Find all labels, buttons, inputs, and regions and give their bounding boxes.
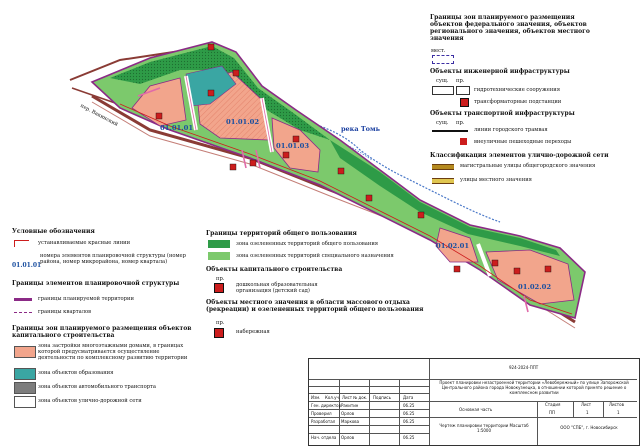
local-streets-label: улицы местного значения bbox=[460, 177, 532, 183]
stamp-row-0-name: Ракитин bbox=[341, 403, 359, 408]
eng-heading: Объекты инженерной инфраструктуры bbox=[430, 68, 570, 75]
stamp-part: Основная часть bbox=[459, 407, 493, 412]
legend-mid-heading: Границы территорий общего пользования bbox=[206, 230, 357, 237]
stamp-code: 924-2024-ППТ bbox=[509, 365, 539, 370]
block-label-4: 01.02.01 bbox=[436, 242, 470, 250]
block-label-2: 01.01.02 bbox=[226, 118, 260, 126]
kindergarten-icon bbox=[214, 283, 224, 293]
zone-education-swatch bbox=[14, 368, 36, 380]
mest-label: мест. bbox=[431, 48, 446, 54]
sush-label-2: сущ. bbox=[436, 120, 449, 126]
stamp-row-0-role: Ген. директор bbox=[311, 403, 342, 408]
pr-label-1: пр. bbox=[456, 78, 465, 84]
river-label: река Томь bbox=[341, 125, 381, 133]
crossings-label: внеуличные пешеходные переходы bbox=[474, 139, 572, 145]
transformer-icon bbox=[460, 98, 469, 107]
stamp-row-0-date: 06.25 bbox=[403, 403, 415, 408]
tram-label: линии городского трамвая bbox=[474, 127, 548, 133]
quarter-border-swatch bbox=[14, 312, 32, 313]
stamp-stage: ПП bbox=[549, 410, 556, 415]
stamp-row-4-name: Орлов bbox=[341, 435, 355, 440]
hydro-pr-icon bbox=[456, 86, 470, 95]
stamp-header-5: Дата bbox=[403, 395, 414, 400]
green-special-label: зона озелененных территорий специального назначения bbox=[236, 253, 394, 259]
kindergarten-label: дошкольная образовательная организация (детский сад) bbox=[236, 282, 318, 294]
territory-border-label: границы планируемой территории bbox=[38, 296, 134, 302]
stamp-sheets: 1 bbox=[617, 410, 620, 415]
embankment-icon bbox=[214, 328, 224, 338]
stamp-sheet-header: Лист bbox=[581, 402, 592, 407]
stamp-sheets-header: Листов bbox=[609, 402, 624, 407]
code-text: номера элементов планировочной структуры (номер района, номер микрорайона, номер квартала) bbox=[40, 253, 186, 265]
street-label: пер. Вакинский bbox=[79, 103, 119, 128]
red-lines-swatch bbox=[14, 240, 29, 247]
stamp-row-1-date: 06.25 bbox=[403, 411, 415, 416]
territory-border-swatch bbox=[14, 298, 32, 301]
hydro-icon bbox=[432, 86, 454, 95]
zone-residential-swatch bbox=[14, 346, 36, 358]
stamp-row-4-date: 06.25 bbox=[403, 435, 415, 440]
capital-heading: Объекты капитального строительства bbox=[206, 266, 343, 273]
legend-left-heading: Условные обозначения bbox=[12, 228, 95, 235]
code-sample: 01.01.01 bbox=[12, 262, 42, 269]
zone-transport-swatch bbox=[14, 382, 36, 394]
stamp-row-2-name: Маркова bbox=[341, 419, 360, 424]
transport-heading: Объекты транспортной инфраструктуры bbox=[430, 110, 575, 117]
zone-street-label: зона объектов улично-дорожной сети bbox=[38, 398, 142, 404]
quarter-border-label: границы кварталов bbox=[38, 309, 92, 315]
zone-education-label: зона объектов образования bbox=[38, 370, 114, 376]
class-heading: Классификация элементов улично-дорожной сети bbox=[430, 152, 609, 159]
stamp-company: ООО "СПБ", г. Новосибирск bbox=[560, 425, 618, 430]
zones-heading: Границы зон планируемого размещения объектов капитального строительства bbox=[12, 325, 192, 339]
stamp-row-1-role: Проверил bbox=[311, 411, 332, 416]
green-special-swatch bbox=[208, 252, 230, 260]
stamp-stage-header: Стадия bbox=[545, 402, 561, 407]
zone-street-swatch bbox=[14, 396, 36, 408]
green-public-label: зона озелененных территорий общего пользования bbox=[236, 241, 379, 247]
block-label-3: 01.01.03 bbox=[276, 142, 310, 150]
stamp-row-1-name: Орлов bbox=[341, 411, 355, 416]
recreation-pr-label: пр. bbox=[216, 320, 225, 326]
stamp-header-3: № док. bbox=[353, 395, 368, 400]
stamp-header-1: Кол.уч. bbox=[325, 395, 341, 400]
stamp-row-2-date: 06.25 bbox=[403, 419, 415, 424]
legend-right-heading: Границы зон планируемого размещения объектов федерального значения, объектов регионального значения, объектов местного значения bbox=[430, 14, 590, 42]
magistral-label: магистральные улицы общегородского значения bbox=[460, 163, 596, 169]
planning-heading: Границы элементов планировочной структуры bbox=[12, 280, 180, 287]
zone-residential-label: зона застройки многоэтажными домами, в границах которой предусматривается осуществление деятельности по комплексному развитию территории bbox=[38, 343, 188, 361]
tram-icon bbox=[432, 130, 468, 132]
local-streets-swatch bbox=[432, 178, 454, 184]
magistral-swatch bbox=[432, 164, 454, 170]
transformer-label: трансформаторные подстанции bbox=[474, 99, 562, 105]
green-public-swatch bbox=[208, 240, 230, 248]
zone-transport-label: зона объектов автомобильного транспорта bbox=[38, 384, 157, 390]
mest-swatch bbox=[432, 55, 454, 64]
stamp-header-2: Лист bbox=[342, 395, 353, 400]
stamp-header-4: Подпись bbox=[373, 395, 391, 400]
stamp-header-0: Изм. bbox=[311, 395, 321, 400]
recreation-heading: Объекты местного значения в области массового отдыха (рекреации) и озелененных территорий общего пользования bbox=[206, 299, 424, 313]
capital-pr-label: пр. bbox=[216, 276, 225, 282]
block-label-5: 01.02.02 bbox=[518, 283, 552, 291]
embankment-label: набережная bbox=[236, 329, 270, 335]
stamp-drawing: Чертеж планировки территории Масштаб 1:5000 bbox=[439, 423, 529, 433]
sush-label-1: сущ. bbox=[436, 78, 449, 84]
stamp-row-4-role: Нач. отдела bbox=[311, 435, 337, 440]
pr-label-2: пр. bbox=[456, 120, 465, 126]
red-lines-label: устанавливаемые красные линии bbox=[38, 240, 131, 246]
stamp-sheet: 1 bbox=[586, 410, 589, 415]
hydro-label: гидротехнические сооружения bbox=[474, 87, 560, 93]
crossing-icon bbox=[460, 138, 467, 145]
title-block bbox=[308, 358, 640, 446]
stamp-project: Проект планировки незастроенной территории «Левобережный» по улице Запорожской Центрального района города Новокузнецка, в отношении которой принято решение о комплексном развитии bbox=[439, 380, 629, 395]
stamp-row-2-role: Разработал bbox=[311, 419, 336, 424]
block-label-1: 01.01.01 bbox=[160, 124, 194, 132]
